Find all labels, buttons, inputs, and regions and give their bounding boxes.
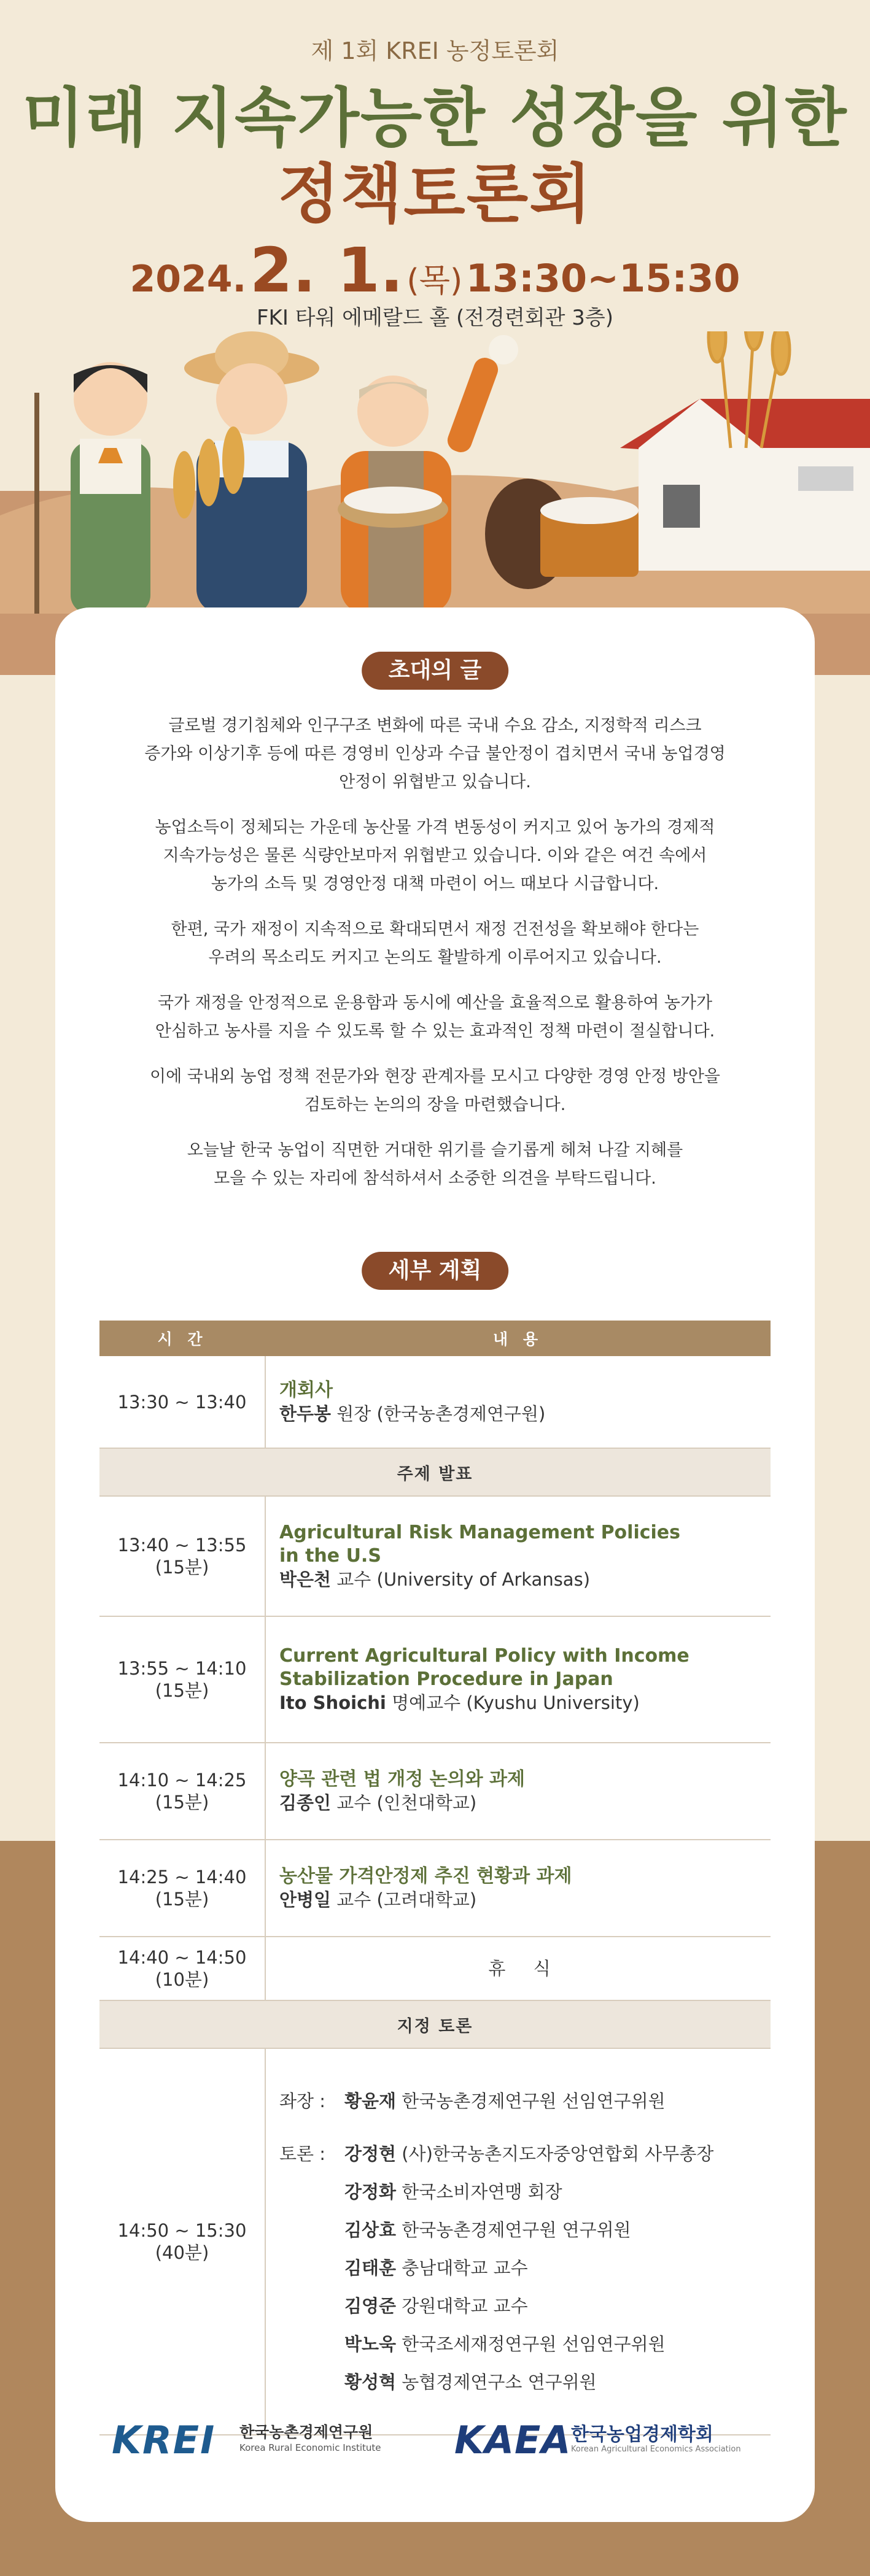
panelist-list <box>344 2135 713 2401</box>
row-content <box>265 1496 771 1616</box>
session-title: 양곡 관련 법 개정 논의와 과제 <box>279 1768 525 1790</box>
speaker-affiliation: 교수 (고려대학교) <box>331 1889 477 1910</box>
invitation-letter <box>111 712 759 1210</box>
row-time: 13:30 ~ 13:40 <box>99 1356 265 1448</box>
row-time: 14:10 ~ 14:25 (15분) <box>99 1743 265 1840</box>
row-time: 14:50 ~ 15:30 (40분) <box>99 2048 265 2435</box>
row-time: 13:55 ~ 14:10 (15분) <box>99 1616 265 1743</box>
panel-label: 토론 : <box>279 2143 326 2164</box>
organizer-logos <box>55 2405 815 2479</box>
section-panel-label: 지정 토론 <box>99 2000 771 2048</box>
chair-name: 황윤재 <box>344 2091 397 2111</box>
table-row <box>99 1937 771 2000</box>
speaker-name: 안병일 <box>279 1889 332 1910</box>
intro-paragraph: 이에 국내외 농업 정책 전문가와 현장 관계자를 모시고 다양한 경영 안정 방안을 검토하는 논의의 장을 마련했습니다. <box>149 1067 721 1114</box>
chair-affiliation: 한국농촌경제연구원 선임연구위원 <box>396 2091 666 2111</box>
speaker-affiliation: 교수 (University of Arkansas) <box>331 1569 591 1590</box>
row-content <box>265 1840 771 1937</box>
session-title: Agricultural Risk Management Policies in the U.S <box>279 1522 680 1567</box>
chair-row <box>279 2082 771 2120</box>
kaea-name-korean: 한국농업경제학회 <box>571 2424 713 2445</box>
date-year: 2024. <box>130 258 247 301</box>
title-line-2: 정책토론회 <box>278 156 592 231</box>
panelist: 황성혁 농협경제연구소 연구위원 <box>344 2372 597 2393</box>
schedule-heading: 세부 계획 <box>362 1252 509 1290</box>
speaker-name: 김종인 <box>279 1792 332 1813</box>
table-row <box>99 1743 771 1840</box>
kaea-name-english: Korean Agricultural Economics Association <box>571 2445 741 2454</box>
barn-icon <box>620 399 870 571</box>
table-row <box>99 1840 771 1937</box>
session-title: 개회사 <box>279 1379 333 1401</box>
panelist: 김상효 한국농촌경제연구원 연구위원 <box>344 2219 631 2240</box>
table-row <box>99 2048 771 2435</box>
panelist: 김영준 강원대학교 교수 <box>344 2296 528 2316</box>
intro-paragraph: 한편, 국가 재정이 지속적으로 확대되면서 재정 건전성을 확보해야 한다는 우려의 목소리도 커지고 논의도 활발하게 이루어지고 있습니다. <box>171 920 699 967</box>
section-row <box>99 2000 771 2048</box>
speaker-affiliation: 교수 (인천대학교) <box>331 1792 477 1813</box>
event-series-label: 제 1회 KREI 농정토론회 <box>311 37 559 64</box>
date-weekday: (목) <box>406 263 463 299</box>
col-content-header: 내 용 <box>265 1321 771 1356</box>
schedule-table <box>99 1321 771 2435</box>
row-content <box>265 2048 771 2435</box>
event-time: 13:30~15:30 <box>465 256 740 301</box>
panelist-row <box>279 2135 771 2401</box>
chair-label: 좌장 : <box>279 2091 326 2111</box>
invitation-heading: 초대의 글 <box>362 652 509 690</box>
krei-name-english: Korea Rural Economic Institute <box>239 2442 381 2453</box>
session-title: Current Agricultural Policy with Income Stabilization Procedure in Japan <box>279 1645 689 1690</box>
title-line-1: 미래 지속가능한 성장을 위한 <box>22 80 848 155</box>
speaker-name: 한두봉 <box>279 1403 332 1424</box>
row-content <box>265 1743 771 1840</box>
intro-paragraph: 오늘날 한국 농업이 직면한 거대한 위기를 슬기롭게 헤쳐 나갈 지혜를 모을 수 있는 자리에 참석하셔서 소중한 의견을 부탁드립니다. <box>187 1141 683 1188</box>
speaker-name: Ito Shoichi <box>279 1692 386 1713</box>
panelist: 강정화 한국소비자연맹 회장 <box>344 2181 562 2202</box>
table-row <box>99 1616 771 1743</box>
content-card <box>55 607 815 2522</box>
schedule-header-row <box>99 1321 771 1356</box>
panelist: 강정현 (사)한국농촌지도자중앙연합회 사무총장 <box>344 2143 714 2164</box>
event-date <box>0 234 870 306</box>
speaker-affiliation: 원장 (한국농촌경제연구원) <box>331 1403 546 1424</box>
row-content <box>265 1356 771 1448</box>
speaker-affiliation: 명예교수 (Kyushu University) <box>386 1692 640 1713</box>
row-time: 14:40 ~ 14:50 (10분) <box>99 1937 265 2000</box>
panelist: 김태훈 충남대학교 교수 <box>344 2258 528 2278</box>
section-presentations-label: 주제 발표 <box>99 1448 771 1496</box>
farmers-illustration <box>0 331 870 614</box>
row-time: 13:40 ~ 13:55 (15분) <box>99 1496 265 1616</box>
hero-banner <box>0 0 870 675</box>
speaker-name: 박은천 <box>279 1569 332 1590</box>
date-month-day: 2. 1. <box>249 234 403 306</box>
intro-paragraph: 국가 재정을 안정적으로 운용함과 동시에 예산을 효율적으로 활용하여 농가가 안심하고 농사를 지을 수 있도록 할 수 있는 효과적인 정책 마련이 절실합니다. <box>155 993 715 1041</box>
intro-paragraph: 농업소득이 정체되는 가운데 농산물 가격 변동성이 커지고 있어 농가의 경제적 지속가능성은 물론 식량안보마저 위협받고 있습니다. 이와 같은 여건 속에서 농가의 소득 및 경영안정 대책 마련이 어느 때보다 시급합니다. <box>155 818 715 893</box>
kaea-logo: KAEA <box>454 2418 572 2462</box>
section-row <box>99 1448 771 1496</box>
krei-name-korean: 한국농촌경제연구원 <box>239 2423 373 2441</box>
row-content <box>265 1616 771 1743</box>
table-row <box>99 1356 771 1448</box>
col-time-header: 시 간 <box>99 1321 265 1356</box>
intro-paragraph: 글로벌 경기침체와 인구구조 변화에 따른 국내 수요 감소, 지정학적 리스크 증가와 이상기후 등에 따른 경영비 인상과 수급 불안정이 겹치면서 국내 농업경영 안정이 위협받고 있습니다. <box>144 716 726 792</box>
session-title: 농산물 가격안정제 추진 현황과 과제 <box>279 1865 572 1887</box>
event-venue: FKI 타워 에메랄드 홀 (전경련회관 3층) <box>256 306 614 330</box>
panelist: 박노욱 한국조세재정연구원 선임연구위원 <box>344 2334 666 2354</box>
table-row <box>99 1496 771 1616</box>
break-label: 휴 식 <box>265 1937 771 2000</box>
krei-logo: KREI <box>112 2418 216 2462</box>
row-time: 14:25 ~ 14:40 (15분) <box>99 1840 265 1937</box>
